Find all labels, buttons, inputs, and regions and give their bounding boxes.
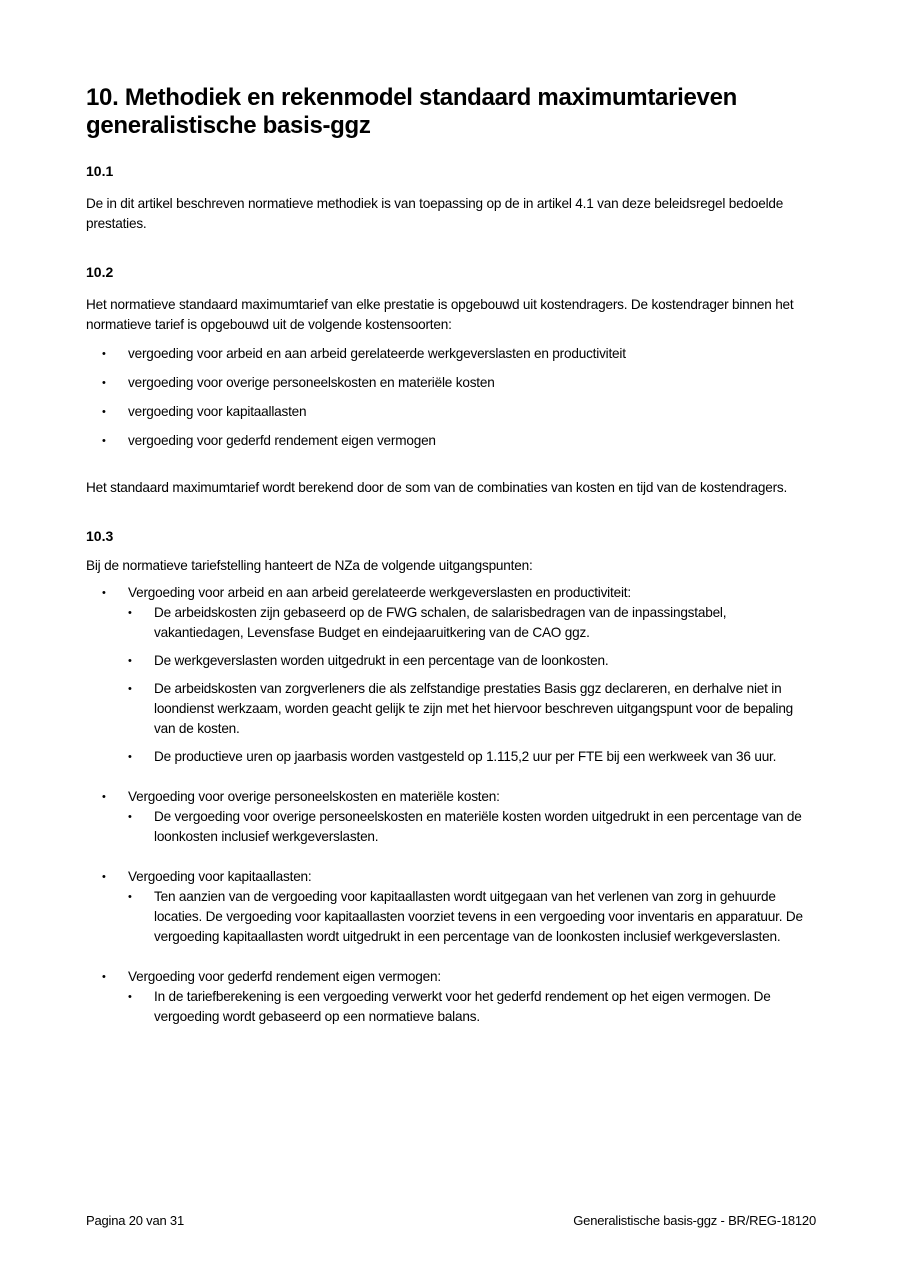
section-10-1 — [86, 162, 816, 234]
list-item-label: Vergoeding voor kapitaallasten: — [128, 869, 312, 884]
document-page — [86, 84, 816, 1027]
sub-list-item: • De vergoeding voor overige personeelskosten en materiële kosten worden uitgedrukt in een percentage van de loonkosten inclusief werkgeverslasten. — [128, 807, 816, 847]
list-item — [86, 583, 816, 767]
sub-list — [128, 603, 816, 767]
principles-list — [86, 583, 816, 1027]
list-item — [86, 967, 816, 1027]
section-number: 10.1 — [86, 163, 114, 179]
sub-list-item: • De productieve uren op jaarbasis worden vastgesteld op 1.115,2 uur per FTE bij een werkweek van 36 uur. — [128, 747, 816, 767]
sub-list-item: • De arbeidskosten zijn gebaseerd op de FWG schalen, de salarisbedragen van de inpassingstabel, vakantiedagen, Levensfase Budget en eindejaaruitkering van de CAO ggz. — [128, 603, 816, 643]
list-item: • vergoeding voor kapitaallasten — [86, 402, 816, 422]
section-number: 10.3 — [86, 528, 114, 544]
list-item-label: Vergoeding voor gederfd rendement eigen vermogen: — [128, 969, 441, 984]
paragraph: Het standaard maximumtarief wordt berekend door de som van de combinaties van kosten en tijd van de kostendragers. — [86, 480, 788, 495]
sub-list-item: • In de tariefberekening is een vergoeding verwerkt voor het gederfd rendement op het eigen vermogen. De vergoeding wordt gebaseerd op een normatieve balans. — [128, 987, 816, 1027]
paragraph: De in dit artikel beschreven normatieve methodiek is van toepassing op de in artikel 4.1 van deze beleidsregel bedoelde prestaties. — [86, 196, 784, 231]
page-title: 10. Methodiek en rekenmodel standaard maximumtarieven generalistische basis-ggz — [86, 84, 738, 139]
cost-types-list — [86, 344, 816, 451]
list-item — [86, 787, 816, 847]
page-footer — [86, 1213, 816, 1228]
document-reference: Generalistische basis-ggz - BR/REG-18120 — [573, 1213, 816, 1228]
sub-list-item: • Ten aanzien van de vergoeding voor kapitaallasten wordt uitgegaan van het verlenen van zorg in gehuurde locaties. De vergoeding voor kapitaallasten voorziet tevens in een vergoeding voor inventaris en apparatuur. De vergoeding kapitaallasten wordt uitgedrukt in een percentage van de loonkosten inclusief werkgeverslasten. — [128, 887, 816, 947]
sub-list-item: • De arbeidskosten van zorgverleners die als zelfstandige prestaties Basis ggz declareren, en derhalve niet in loondienst werkzaam, worden geacht gelijk te zijn met het hiervoor beschreven uitgangspunt voor de bepaling van de kosten. — [128, 679, 816, 739]
sub-list — [128, 887, 816, 947]
sub-list — [128, 807, 816, 847]
list-item-label: Vergoeding voor arbeid en aan arbeid gerelateerde werkgeverslasten en productiviteit: — [128, 585, 631, 600]
list-item-label: Vergoeding voor overige personeelskosten en materiële kosten: — [128, 789, 500, 804]
list-item — [86, 867, 816, 947]
list-item: • vergoeding voor overige personeelskosten en materiële kosten — [86, 373, 816, 393]
paragraph: Het normatieve standaard maximumtarief van elke prestatie is opgebouwd uit kostendragers. De kostendrager binnen het normatieve tarief is opgebouwd uit de volgende kostensoorten: — [86, 297, 794, 332]
sub-list — [128, 987, 816, 1027]
sub-list-item: • De werkgeverslasten worden uitgedrukt in een percentage van de loonkosten. — [128, 651, 816, 671]
section-10-3 — [86, 527, 816, 1027]
section-number: 10.2 — [86, 264, 114, 280]
list-item: • vergoeding voor gederfd rendement eigen vermogen — [86, 431, 816, 451]
paragraph: Bij de normatieve tariefstelling hanteert de NZa de volgende uitgangspunten: — [86, 558, 533, 573]
list-item: • vergoeding voor arbeid en aan arbeid gerelateerde werkgeverslasten en productiviteit — [86, 344, 816, 364]
page-number: Pagina 20 van 31 — [86, 1213, 184, 1228]
section-10-2 — [86, 263, 816, 498]
